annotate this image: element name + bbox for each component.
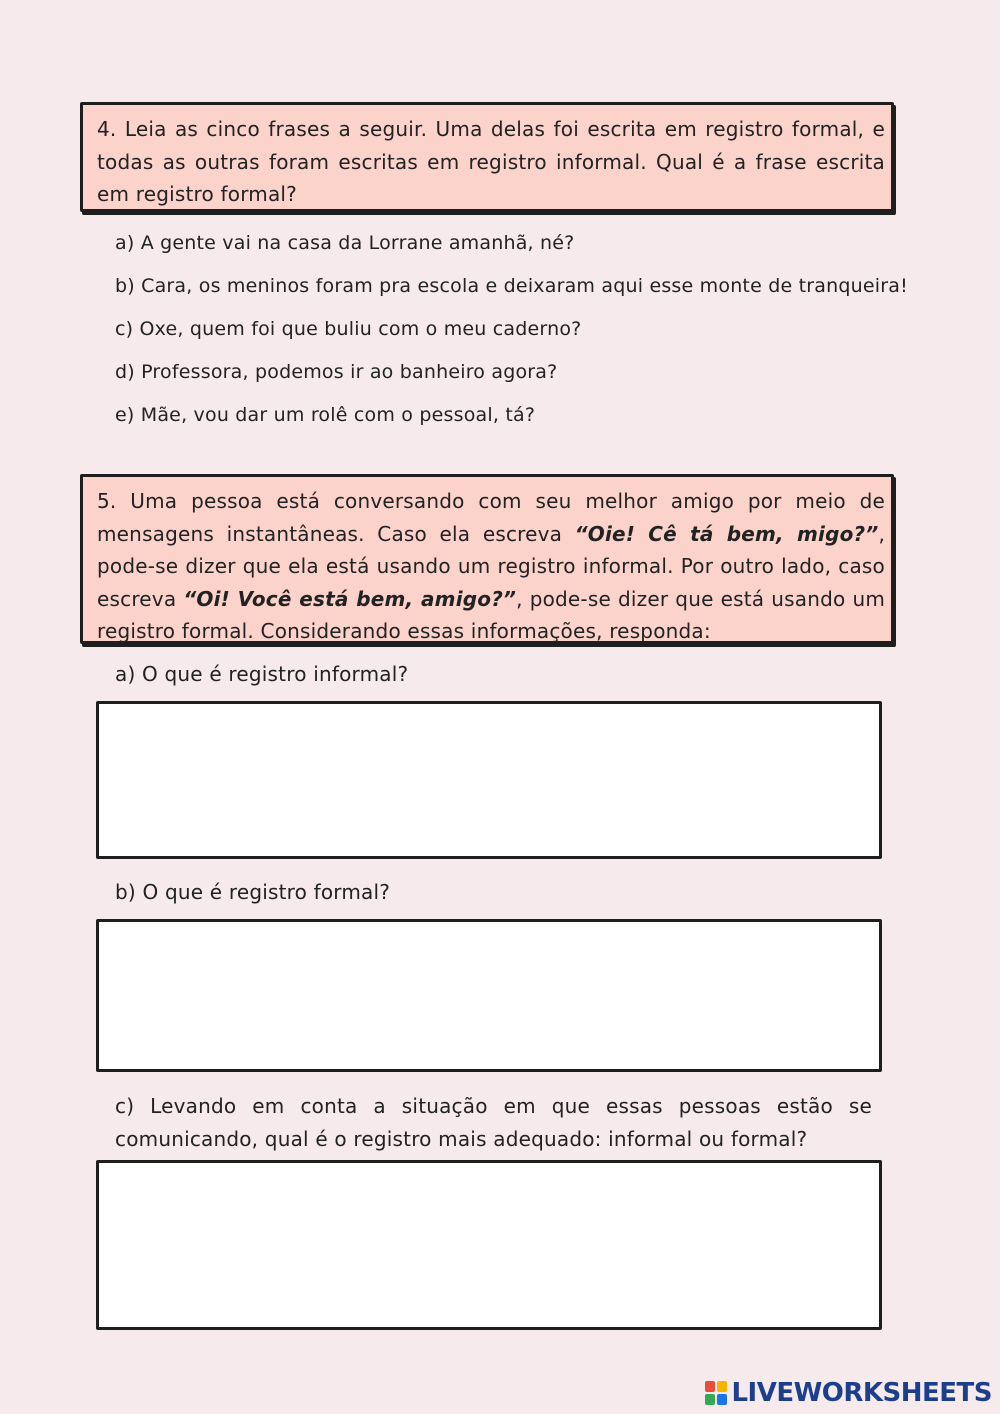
formal-quote: “Oi! Você está bem, amigo?” xyxy=(183,586,517,611)
subquestion-a: a) O que é registro informal? xyxy=(115,662,409,686)
question-5-box xyxy=(80,474,894,644)
liveworksheets-logo-icon xyxy=(705,1381,727,1405)
option-b: b) Cara, os meninos foram pra escola e deixaram aqui esse monte de tranqueira! xyxy=(115,275,908,297)
answer-box-a[interactable] xyxy=(96,701,882,859)
subquestion-c: c) Levando em conta a situação em que essas pessoas estão se comunicando, qual é o registro mais adequado: informal ou formal? xyxy=(115,1094,872,1151)
option-c: c) Oxe, quem foi que buliu com o meu caderno? xyxy=(115,318,582,340)
subquestion-b: b) O que é registro formal? xyxy=(115,880,391,904)
question-4-box xyxy=(80,102,894,212)
answer-box-c[interactable] xyxy=(96,1160,882,1330)
option-a: a) A gente vai na casa da Lorrane amanhã, né? xyxy=(115,232,575,254)
question-4-text: 4. Leia as cinco frases a seguir. Uma delas foi escrita em registro formal, e todas as outras foram escritas em registro informal. Qual é a frase escrita em registro formal? xyxy=(97,117,885,206)
option-e: e) Mãe, vou dar um rolê com o pessoal, tá? xyxy=(115,404,536,426)
answer-box-b[interactable] xyxy=(96,919,882,1072)
informal-quote: “Oie! Cê tá bem, migo?” xyxy=(574,521,879,546)
liveworksheets-logo xyxy=(705,1378,992,1408)
question-5-text-part1: 5. Uma pessoa está conversando com seu melhor amigo por meio de mensagens instantâneas. Caso ela escreva xyxy=(97,489,885,546)
liveworksheets-wordmark: LIVEWORKSHEETS xyxy=(731,1378,992,1408)
question-5-text-part2: , pode-se dizer que ela está usando um registro informal. Por outro lado, caso escreva xyxy=(97,521,885,611)
option-d: d) Professora, podemos ir ao banheiro agora? xyxy=(115,361,558,383)
question-5-text-part3: , pode-se dizer que está usando um registro formal. Considerando essas informações, responda: xyxy=(97,586,886,643)
